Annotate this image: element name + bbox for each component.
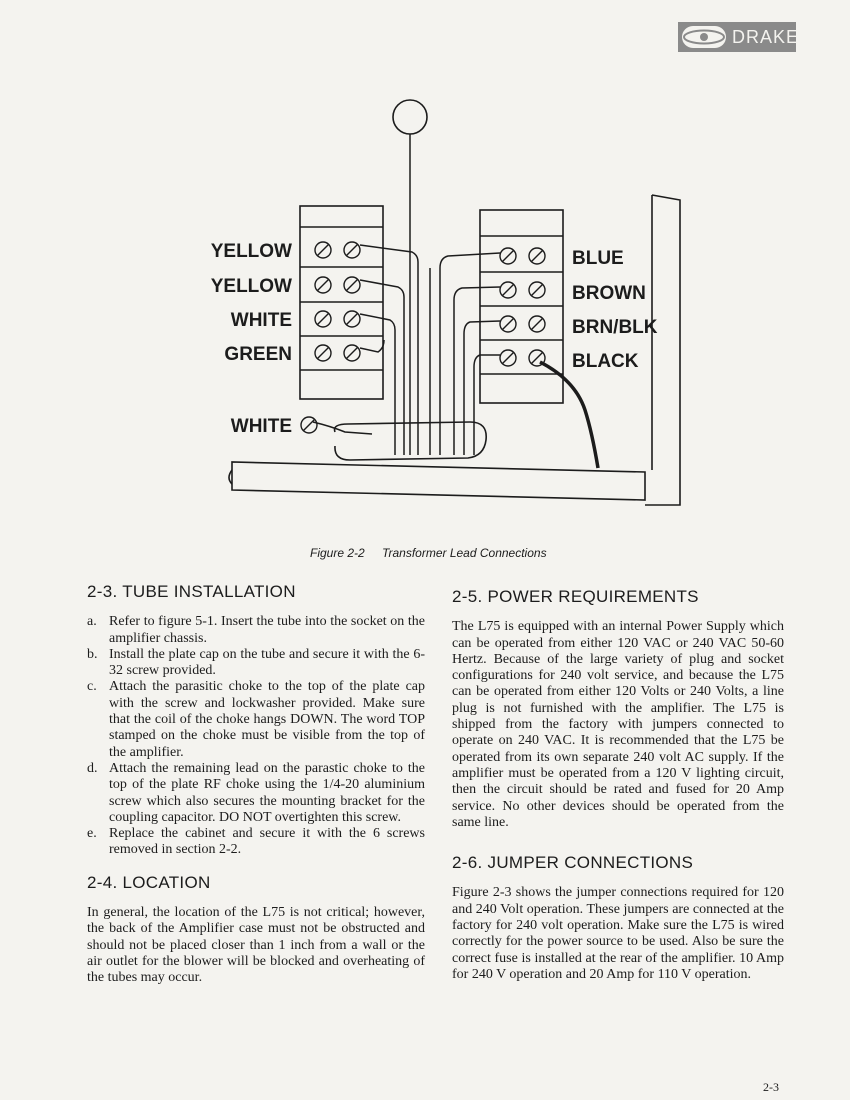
bottom-label: WHITE [230, 416, 292, 437]
jumper-connections-heading: 2-6. JUMPER CONNECTIONS [452, 853, 694, 873]
power-requirements-heading: 2-5. POWER REQUIREMENTS [452, 587, 699, 606]
tube-installation-heading: 2-3. TUBE INSTALLATION [87, 582, 296, 601]
list-item: d. Attach the remaining lead on the parastic choke to the top of the plate RF choke using the 1/4-20 aluminium screw which also secures the mounting bracket for the coupling capacitor. DO NOT overtighten this screw. [87, 760, 425, 825]
left-label-1: YELLOW [210, 241, 292, 262]
caption-title: Transformer Lead Connections [382, 546, 547, 560]
left-label-2: YELLOW [210, 276, 292, 297]
list-item: c. Attach the parasitic choke to the top of the plate cap with the screw and lockwasher provided. Make sure that the coil of the choke hangs DOWN. The word TOP stamped on the choke must be visible from the top of the amplifier. [87, 679, 425, 760]
power-requirements-body: The L75 is equipped with an internal Power Supply which can be operated from either 120 VAC or 240 VAC 50-60 Hertz. Because of the large variety of plug and socket configurations for 240 volt service, and because the L75 can be operated from either 120 Volts or 240 Volts, a line plug is not furnished with the amplifier. The L75 is shipped from the factory with jumpers connected to operate on 240 VAC. It is recommended that the L75 be operated from its own separate 240 volt AC supply. If the amplifier must be operated from a 120 V lighting circuit, then the circuit should be rated and fused for 20 Amp service. No other devices should be operated from the same line. [452, 619, 784, 830]
figure-caption [310, 546, 547, 560]
right-label-4: BLACK [572, 351, 639, 372]
ground-screw-icon [301, 417, 317, 433]
tube-installation-steps [87, 614, 425, 858]
list-item: a. Refer to figure 5-1. Insert the tube into the socket on the amplifier chassis. [87, 614, 425, 646]
right-label-3: BRN/BLK [572, 317, 658, 338]
top-terminal-icon [393, 100, 427, 134]
list-item: b. Install the plate cap on the tube and secure it with the 6-32 screw provided. [87, 646, 425, 679]
location-heading: 2-4. LOCATION [87, 872, 211, 892]
right-column [452, 589, 784, 983]
right-label-2: BROWN [572, 283, 646, 304]
drake-emblem-icon [682, 26, 726, 48]
location-body: In general, the location of the L75 is not critical; however, the back of the Amplifier case must not be obstructed and should not be placed closer than 1 inch from a wall or the air outlet for the blower will be blocked and overheating of the tubes may occur. [87, 905, 425, 986]
list-item: e. Replace the cabinet and secure it with the 6 screws removed in section 2-2. [87, 826, 425, 858]
caption-number: Figure 2-2 [310, 546, 365, 560]
right-screws-icon [500, 248, 545, 366]
transformer-lead-diagram [0, 80, 850, 520]
drake-logo [678, 22, 800, 52]
left-column [87, 584, 425, 987]
brand-name: DRAKE [732, 26, 800, 47]
right-label-1: BLUE [572, 248, 624, 269]
left-label-3: WHITE [230, 310, 292, 331]
jumper-connections-body: Figure 2-3 shows the jumper connections required for 120 and 240 Volt operation. These jumpers are connected at the factory for 240 volt operation. Make sure the L75 is wired correctly for the power source to be used. Also be sure the correct fuse is installed at the rear of the amplifier. 10 Amp for 240 V operation and 20 Amp for 110 V operation. [452, 885, 784, 982]
left-label-4: GREEN [224, 344, 292, 365]
page-number: 2-3 [763, 1080, 779, 1094]
